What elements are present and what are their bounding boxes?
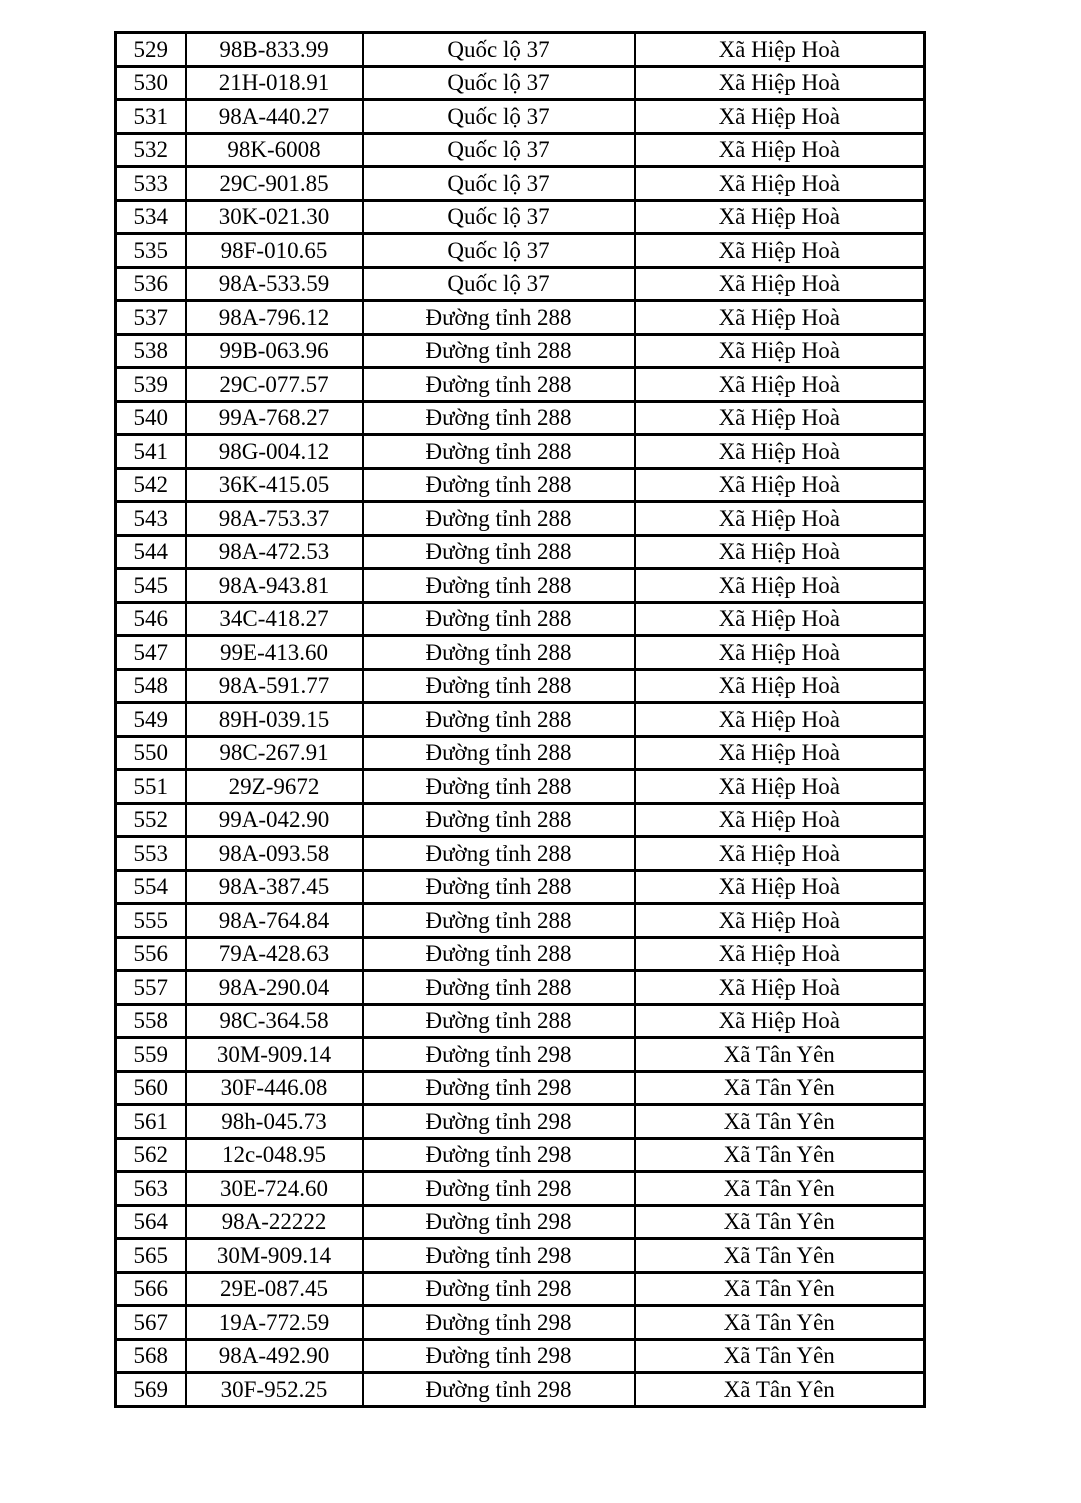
- commune-name-cell: Xã Tân Yên: [635, 1071, 925, 1105]
- row-number-cell: 569: [116, 1373, 186, 1407]
- row-number-cell: 568: [116, 1339, 186, 1373]
- table-row: [116, 267, 925, 301]
- license-plate-cell: 98A-764.84: [186, 904, 363, 938]
- table-row: [116, 167, 925, 201]
- commune-name-cell: Xã Hiệp Hoà: [635, 904, 925, 938]
- row-number-cell: 553: [116, 837, 186, 871]
- row-number-cell: 566: [116, 1272, 186, 1306]
- road-name-cell: Đường tỉnh 288: [363, 1004, 635, 1038]
- license-plate-cell: 30E-724.60: [186, 1172, 363, 1206]
- row-number-cell: 545: [116, 569, 186, 603]
- table-row: [116, 937, 925, 971]
- table-row: [116, 301, 925, 335]
- road-name-cell: Đường tỉnh 288: [363, 334, 635, 368]
- license-plate-cell: 99E-413.60: [186, 636, 363, 670]
- road-name-cell: Đường tỉnh 288: [363, 468, 635, 502]
- road-name-cell: Đường tỉnh 288: [363, 971, 635, 1005]
- license-plate-cell: 21H-018.91: [186, 66, 363, 100]
- table-row: [116, 803, 925, 837]
- commune-name-cell: Xã Hiệp Hoà: [635, 971, 925, 1005]
- table-row: [116, 200, 925, 234]
- road-name-cell: Quốc lộ 37: [363, 167, 635, 201]
- row-number-cell: 564: [116, 1205, 186, 1239]
- row-number-cell: 561: [116, 1105, 186, 1139]
- commune-name-cell: Xã Hiệp Hoà: [635, 33, 925, 67]
- license-plate-cell: 36K-415.05: [186, 468, 363, 502]
- table-row: [116, 870, 925, 904]
- table-row: [116, 401, 925, 435]
- row-number-cell: 547: [116, 636, 186, 670]
- table-row: [116, 736, 925, 770]
- road-name-cell: Quốc lộ 37: [363, 100, 635, 134]
- table-row: [116, 1339, 925, 1373]
- table-row: [116, 971, 925, 1005]
- commune-name-cell: Xã Hiệp Hoà: [635, 703, 925, 737]
- commune-name-cell: Xã Hiệp Hoà: [635, 301, 925, 335]
- row-number-cell: 536: [116, 267, 186, 301]
- road-name-cell: Đường tỉnh 288: [363, 803, 635, 837]
- commune-name-cell: Xã Hiệp Hoà: [635, 837, 925, 871]
- license-plate-cell: 98F-010.65: [186, 234, 363, 268]
- road-name-cell: Đường tỉnh 288: [363, 904, 635, 938]
- road-name-cell: Đường tỉnh 298: [363, 1172, 635, 1206]
- commune-name-cell: Xã Hiệp Hoà: [635, 435, 925, 469]
- commune-name-cell: Xã Tân Yên: [635, 1239, 925, 1273]
- license-plate-cell: 98A-22222: [186, 1205, 363, 1239]
- table-row: [116, 234, 925, 268]
- commune-name-cell: Xã Hiệp Hoà: [635, 100, 925, 134]
- row-number-cell: 563: [116, 1172, 186, 1206]
- license-plate-cell: 98A-492.90: [186, 1339, 363, 1373]
- row-number-cell: 539: [116, 368, 186, 402]
- license-plate-cell: 34C-418.27: [186, 602, 363, 636]
- table-row: [116, 435, 925, 469]
- commune-name-cell: Xã Hiệp Hoà: [635, 803, 925, 837]
- row-number-cell: 560: [116, 1071, 186, 1105]
- row-number-cell: 542: [116, 468, 186, 502]
- table-row: [116, 904, 925, 938]
- license-plate-cell: 29C-077.57: [186, 368, 363, 402]
- table-row: [116, 368, 925, 402]
- road-name-cell: Đường tỉnh 288: [363, 569, 635, 603]
- table-row: [116, 33, 925, 67]
- commune-name-cell: Xã Tân Yên: [635, 1172, 925, 1206]
- row-number-cell: 531: [116, 100, 186, 134]
- road-name-cell: Đường tỉnh 288: [363, 301, 635, 335]
- commune-name-cell: Xã Hiệp Hoà: [635, 569, 925, 603]
- commune-name-cell: Xã Tân Yên: [635, 1339, 925, 1373]
- table-row: [116, 1272, 925, 1306]
- row-number-cell: 551: [116, 770, 186, 804]
- row-number-cell: 540: [116, 401, 186, 435]
- row-number-cell: 535: [116, 234, 186, 268]
- commune-name-cell: Xã Hiệp Hoà: [635, 401, 925, 435]
- license-plate-cell: 98C-267.91: [186, 736, 363, 770]
- road-name-cell: Đường tỉnh 288: [363, 937, 635, 971]
- table-row: [116, 468, 925, 502]
- commune-name-cell: Xã Hiệp Hoà: [635, 1004, 925, 1038]
- license-plate-cell: 19A-772.59: [186, 1306, 363, 1340]
- commune-name-cell: Xã Hiệp Hoà: [635, 133, 925, 167]
- commune-name-cell: Xã Tân Yên: [635, 1306, 925, 1340]
- row-number-cell: 541: [116, 435, 186, 469]
- table-row: [116, 703, 925, 737]
- table-row: [116, 837, 925, 871]
- row-number-cell: 546: [116, 602, 186, 636]
- commune-name-cell: Xã Hiệp Hoà: [635, 200, 925, 234]
- license-plate-cell: 30F-446.08: [186, 1071, 363, 1105]
- table-row: [116, 770, 925, 804]
- road-name-cell: Đường tỉnh 288: [363, 368, 635, 402]
- table-row: [116, 669, 925, 703]
- commune-name-cell: Xã Hiệp Hoà: [635, 636, 925, 670]
- license-plate-cell: 98A-472.53: [186, 535, 363, 569]
- license-plate-cell: 98A-440.27: [186, 100, 363, 134]
- road-name-cell: Quốc lộ 37: [363, 33, 635, 67]
- road-name-cell: Đường tỉnh 298: [363, 1205, 635, 1239]
- license-plate-cell: 98A-943.81: [186, 569, 363, 603]
- table-row: [116, 569, 925, 603]
- row-number-cell: 550: [116, 736, 186, 770]
- table-row: [116, 66, 925, 100]
- commune-name-cell: Xã Hiệp Hoà: [635, 267, 925, 301]
- road-name-cell: Quốc lộ 37: [363, 200, 635, 234]
- table-row: [116, 100, 925, 134]
- license-plate-cell: 30F-952.25: [186, 1373, 363, 1407]
- road-name-cell: Đường tỉnh 288: [363, 535, 635, 569]
- road-name-cell: Quốc lộ 37: [363, 234, 635, 268]
- table-row: [116, 1004, 925, 1038]
- road-name-cell: Đường tỉnh 298: [363, 1239, 635, 1273]
- license-plate-cell: 98K-6008: [186, 133, 363, 167]
- table-row: [116, 1239, 925, 1273]
- table-row: [116, 1373, 925, 1407]
- row-number-cell: 559: [116, 1038, 186, 1072]
- license-plate-cell: 98A-290.04: [186, 971, 363, 1005]
- road-name-cell: Đường tỉnh 288: [363, 770, 635, 804]
- license-plate-cell: 98A-387.45: [186, 870, 363, 904]
- commune-name-cell: Xã Hiệp Hoà: [635, 770, 925, 804]
- road-name-cell: Đường tỉnh 288: [363, 602, 635, 636]
- commune-name-cell: Xã Hiệp Hoà: [635, 502, 925, 536]
- vehicle-registry-table: [114, 31, 926, 1408]
- road-name-cell: Đường tỉnh 298: [363, 1138, 635, 1172]
- license-plate-cell: 98A-591.77: [186, 669, 363, 703]
- commune-name-cell: Xã Hiệp Hoà: [635, 535, 925, 569]
- license-plate-cell: 30K-021.30: [186, 200, 363, 234]
- license-plate-cell: 89H-039.15: [186, 703, 363, 737]
- table-row: [116, 602, 925, 636]
- table-row: [116, 502, 925, 536]
- row-number-cell: 533: [116, 167, 186, 201]
- license-plate-cell: 99A-042.90: [186, 803, 363, 837]
- commune-name-cell: Xã Hiệp Hoà: [635, 669, 925, 703]
- road-name-cell: Đường tỉnh 288: [363, 502, 635, 536]
- commune-name-cell: Xã Hiệp Hoà: [635, 66, 925, 100]
- license-plate-cell: 98A-533.59: [186, 267, 363, 301]
- commune-name-cell: Xã Hiệp Hoà: [635, 334, 925, 368]
- road-name-cell: Đường tỉnh 288: [363, 435, 635, 469]
- road-name-cell: Quốc lộ 37: [363, 66, 635, 100]
- road-name-cell: Đường tỉnh 288: [363, 703, 635, 737]
- row-number-cell: 532: [116, 133, 186, 167]
- row-number-cell: 530: [116, 66, 186, 100]
- table-row: [116, 535, 925, 569]
- commune-name-cell: Xã Hiệp Hoà: [635, 736, 925, 770]
- registry-table-body: [116, 33, 925, 1407]
- commune-name-cell: Xã Hiệp Hoà: [635, 368, 925, 402]
- commune-name-cell: Xã Hiệp Hoà: [635, 167, 925, 201]
- road-name-cell: Đường tỉnh 298: [363, 1038, 635, 1072]
- license-plate-cell: 29Z-9672: [186, 770, 363, 804]
- row-number-cell: 556: [116, 937, 186, 971]
- table-row: [116, 1071, 925, 1105]
- license-plate-cell: 98A-796.12: [186, 301, 363, 335]
- row-number-cell: 543: [116, 502, 186, 536]
- license-plate-cell: 29E-087.45: [186, 1272, 363, 1306]
- commune-name-cell: Xã Tân Yên: [635, 1038, 925, 1072]
- license-plate-cell: 98h-045.73: [186, 1105, 363, 1139]
- road-name-cell: Quốc lộ 37: [363, 133, 635, 167]
- license-plate-cell: 79A-428.63: [186, 937, 363, 971]
- road-name-cell: Quốc lộ 37: [363, 267, 635, 301]
- row-number-cell: 565: [116, 1239, 186, 1273]
- road-name-cell: Đường tỉnh 288: [363, 837, 635, 871]
- table-row: [116, 636, 925, 670]
- license-plate-cell: 12c-048.95: [186, 1138, 363, 1172]
- license-plate-cell: 98A-093.58: [186, 837, 363, 871]
- table-row: [116, 1105, 925, 1139]
- license-plate-cell: 30M-909.14: [186, 1038, 363, 1072]
- commune-name-cell: Xã Tân Yên: [635, 1205, 925, 1239]
- row-number-cell: 567: [116, 1306, 186, 1340]
- road-name-cell: Đường tỉnh 298: [363, 1071, 635, 1105]
- row-number-cell: 562: [116, 1138, 186, 1172]
- table-row: [116, 334, 925, 368]
- commune-name-cell: Xã Tân Yên: [635, 1272, 925, 1306]
- table-row: [116, 1138, 925, 1172]
- table-row: [116, 1205, 925, 1239]
- license-plate-cell: 98B-833.99: [186, 33, 363, 67]
- table-row: [116, 1172, 925, 1206]
- row-number-cell: 558: [116, 1004, 186, 1038]
- row-number-cell: 538: [116, 334, 186, 368]
- road-name-cell: Đường tỉnh 298: [363, 1339, 635, 1373]
- road-name-cell: Đường tỉnh 298: [363, 1272, 635, 1306]
- license-plate-cell: 98C-364.58: [186, 1004, 363, 1038]
- license-plate-cell: 30M-909.14: [186, 1239, 363, 1273]
- road-name-cell: Đường tỉnh 288: [363, 401, 635, 435]
- license-plate-cell: 99A-768.27: [186, 401, 363, 435]
- row-number-cell: 548: [116, 669, 186, 703]
- license-plate-cell: 98G-004.12: [186, 435, 363, 469]
- road-name-cell: Đường tỉnh 298: [363, 1306, 635, 1340]
- table-row: [116, 133, 925, 167]
- commune-name-cell: Xã Hiệp Hoà: [635, 937, 925, 971]
- row-number-cell: 537: [116, 301, 186, 335]
- commune-name-cell: Xã Tân Yên: [635, 1138, 925, 1172]
- license-plate-cell: 29C-901.85: [186, 167, 363, 201]
- commune-name-cell: Xã Hiệp Hoà: [635, 870, 925, 904]
- table-row: [116, 1306, 925, 1340]
- row-number-cell: 529: [116, 33, 186, 67]
- row-number-cell: 549: [116, 703, 186, 737]
- row-number-cell: 557: [116, 971, 186, 1005]
- road-name-cell: Đường tỉnh 288: [363, 736, 635, 770]
- road-name-cell: Đường tỉnh 298: [363, 1373, 635, 1407]
- commune-name-cell: Xã Tân Yên: [635, 1105, 925, 1139]
- license-plate-cell: 99B-063.96: [186, 334, 363, 368]
- row-number-cell: 554: [116, 870, 186, 904]
- commune-name-cell: Xã Hiệp Hoà: [635, 602, 925, 636]
- commune-name-cell: Xã Hiệp Hoà: [635, 468, 925, 502]
- row-number-cell: 544: [116, 535, 186, 569]
- road-name-cell: Đường tỉnh 288: [363, 636, 635, 670]
- commune-name-cell: Xã Hiệp Hoà: [635, 234, 925, 268]
- row-number-cell: 534: [116, 200, 186, 234]
- road-name-cell: Đường tỉnh 298: [363, 1105, 635, 1139]
- row-number-cell: 555: [116, 904, 186, 938]
- table-row: [116, 1038, 925, 1072]
- road-name-cell: Đường tỉnh 288: [363, 870, 635, 904]
- row-number-cell: 552: [116, 803, 186, 837]
- commune-name-cell: Xã Tân Yên: [635, 1373, 925, 1407]
- license-plate-cell: 98A-753.37: [186, 502, 363, 536]
- road-name-cell: Đường tỉnh 288: [363, 669, 635, 703]
